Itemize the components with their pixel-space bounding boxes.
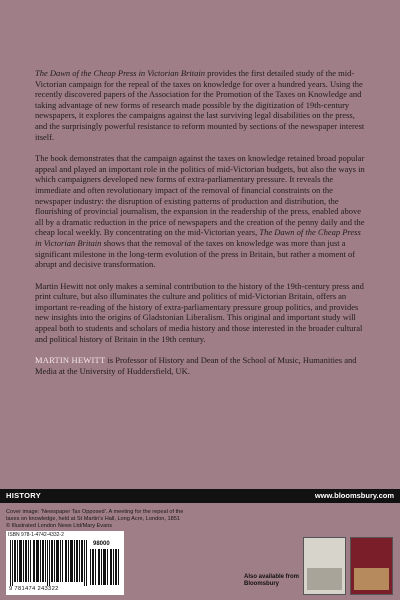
subject-band (0, 489, 400, 503)
book-title-italic: The Dawn of the Cheap Press in Victorian Britain (35, 227, 361, 248)
related-book-cover-2-art (354, 568, 389, 590)
blurb-paragraph-1-text: provides the first detailed study of the mid-Victorian campaign for the repeal of the taxes on knowledge for over a hundred years. Using the recently discovered papers of the Association for the Promotion of the Taxes on Knowledge and taking advantage of new forms of research made possible by the digitization of 19th-century newspapers, it explores the campaigns against the last surviving legal disabilities on the press, and the surprisingly powerful resistance to reform mounted by sections of the newspaper interest itself. (35, 68, 365, 142)
blurb-paragraph-2-text-b: shows that the removal of the taxes on knowledge was more than just a significant milestone in the long-term evolution of the press in Britain, but rather a moment of abrupt and decisive transformation. (35, 237, 356, 270)
isbn-label: ISBN 978-1-4742-4332-2 (8, 532, 64, 538)
author-bio (35, 355, 368, 376)
barcode-block (6, 531, 124, 595)
book-title-italic: The Dawn of the Cheap Press in Victorian Britain (35, 68, 205, 78)
also-available-label: Also available from Bloomsbury (244, 574, 300, 587)
cover-image-credit: Cover image: 'Newspaper Tax Opposed'. A meeting for the repeal of the taxes on knowledge, held at St Martin's Hall, Long Acre, London, 1851 © Illustrated London News Ltd/Mary Evans (6, 509, 184, 529)
blurb-paragraph-2 (35, 153, 368, 270)
blurb-paragraph-3: Martin Hewitt not only makes a seminal contribution to the history of the 19th-century press and print culture, but also illuminates the culture and politics of mid-Victorian Britain, offers an important re-reading of the history of extra-parliamentary pressure group politics, and provides new insights into the origins of Gladstonian Liberalism. This original and important study will appeal both to students and scholars of media history and those interested in the broader cultural and political history of Britain in the 19th century. (35, 280, 364, 344)
subject-label: HISTORY (6, 491, 42, 500)
price-code: 98000 (93, 541, 110, 547)
related-book-cover-1-art (307, 568, 342, 590)
blurb-paragraph-2-text-a: The book demonstrates that the campaign against the taxes on knowledge retained broad popular appeal and played an important role in the politics of mid-Victorian budgets, but also the ways in which campaigners developed new forms of extra-parliamentary pressure. It reveals the immediate and often revolutionary impact of the removal of financial constraints on the newspaper industry: the disruption of existing patterns of production and distribution, the flourishing of provincial journalism, the expansion in the readership of the press, enabled above all by a dramatic reduction in the price of newspapers and the creation of the penny daily and the cheap local weekly. By concentrating on the mid-Victorian years, (35, 153, 365, 238)
price-barcode-icon (90, 549, 120, 585)
barcode-number: 9 781474 243322 (9, 586, 59, 592)
publisher-website: www.bloomsbury.com (314, 491, 394, 500)
related-book-cover-1 (303, 537, 346, 595)
author-name: MARTIN HEWITT (35, 355, 106, 366)
lower-section (0, 503, 400, 600)
related-book-cover-2 (350, 537, 393, 595)
back-cover-blurb (35, 68, 368, 387)
blurb-paragraph-1 (35, 68, 368, 142)
barcode-icon (10, 540, 88, 586)
author-bio-text: is Professor of History and Dean of the School of Music, Humanities and Media at the University of Huddersfield, UK. (35, 355, 357, 376)
